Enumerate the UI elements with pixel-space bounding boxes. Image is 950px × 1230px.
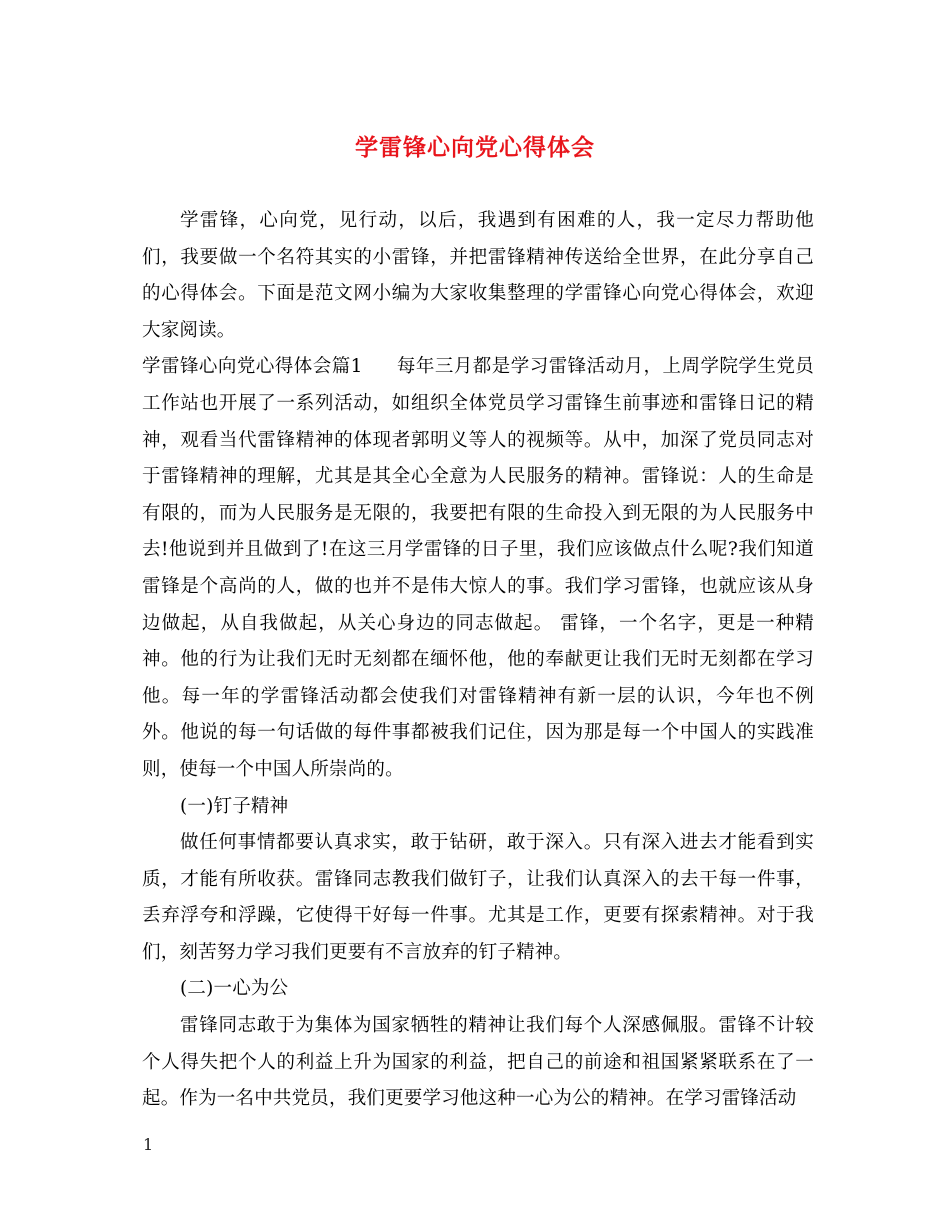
intro-paragraph: 学雷锋，心向党，见行动，以后，我遇到有困难的人，我一定尽力帮助他们，我要做一个名符其实的小雷锋，并把雷锋精神传送给全世界，在此分享自己的心得体会。下面是范文网小编为大家收集整理的学雷锋心向党心得体会，欢迎大家阅读。 [142,210,814,341]
page-number: 1 [143,1135,154,1154]
nail-spirit-paragraph: 做任何事情都要认真求实，敢于钻研，敢于深入。只有深入进去才能看到实质，才能有所收获。雷锋同志教我们做钉子，让我们认真深入的去干每一件事，丢弃浮夸和浮躁，它使得干好每一件事。尤其是工作，更要有探索精神。对于我们，刻苦努力学习我们更要有不言放弃的钉子精神。 [142,832,814,963]
subheading-nail-spirit: (一)钉子精神 [180,795,289,817]
subheading-selfless: (二)一心为公 [180,978,289,1000]
section-1-paragraph [142,349,814,788]
document-title: 学雷锋心向党心得体会 [355,134,595,161]
selfless-paragraph: 雷锋同志敢于为集体为国家牺牲的精神让我们每个人深感佩服。雷锋不计较个人得失把个人的利益上升为国家的利益，把自己的前途和祖国紧紧联系在了一起。作为一名中共党员，我们更要学习他这种一心为公的精神。在学习雷锋活动 [142,1015,814,1110]
section-heading: 学雷锋心向党心得体会篇1 [142,356,363,378]
section-1-text: 每年三月都是学习雷锋活动月，上周学院学生党员工作站也开展了一系列活动，如组织全体党员学习雷锋生前事迹和雷锋日记的精神，观看当代雷锋精神的体现者郭明义等人的视频等。从中，加深了党员同志对于雷锋精神的理解，尤其是其全心全意为人民服务的精神。雷锋说：人的生命是有限的，而为人民服务是无限的，我要把有限的生命投入到无限的为人民服务中去!他说到并且做到了!在这三月学雷锋的日子里，我们应该做点什么呢?我们知道雷锋是个高尚的人，做的也并不是伟大惊人的事。我们学习雷锋，也就应该从身边做起，从自我做起，从关心身边的同志做起。 雷锋，一个名字，更是一种精神。他的行为让我们无时无刻都在缅怀他，他的奉献更让我们无时无刻都在学习他。每一年的学雷锋活动都会使我们对雷锋精神有新一层的认识，今年也不例外。他说的每一句话做的每件事都被我们记住，因为那是每一个中国人的实践准则，使每一个中国人所崇尚的。 [142,356,815,780]
document-body [142,203,814,1118]
